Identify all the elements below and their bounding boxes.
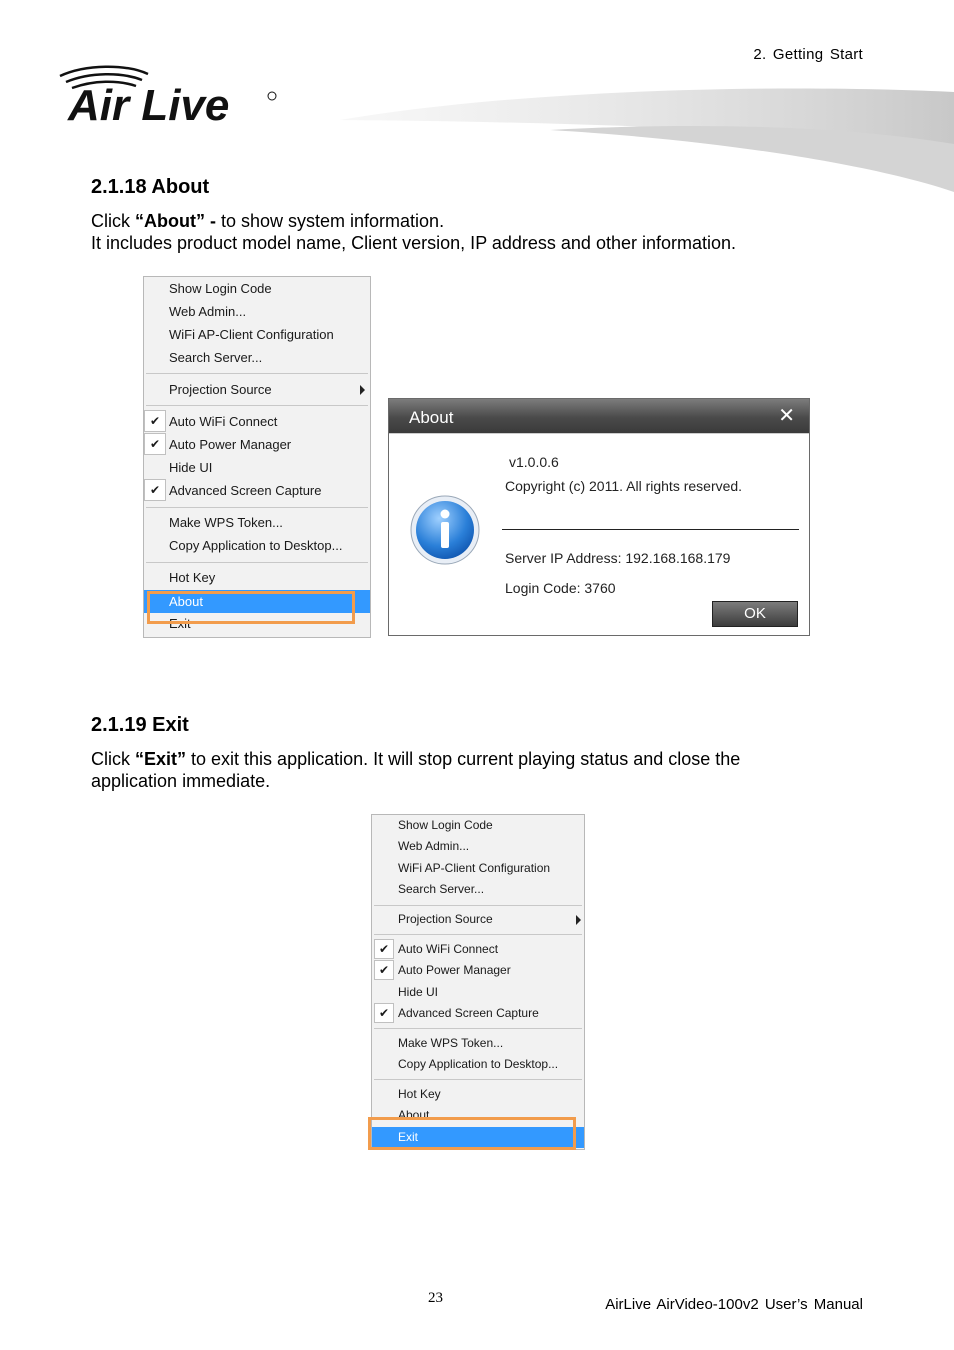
text-line: application immediate. — [91, 771, 271, 791]
menu-item-label: Search Server... — [398, 882, 485, 896]
menu-item-wifi-ap-client[interactable] — [144, 323, 370, 346]
menu-separator — [374, 1028, 582, 1029]
menu-item-label: Web Admin... — [398, 839, 470, 853]
info-icon — [409, 494, 481, 566]
menu-item-hot-key[interactable] — [372, 1084, 584, 1105]
checkmark-icon: ✔ — [374, 1003, 394, 1023]
menu-item-hide-ui[interactable] — [144, 456, 370, 479]
menu-item-label: Auto WiFi Connect — [398, 942, 499, 956]
menu-item-label: Hot Key — [398, 1087, 441, 1101]
menu-item-search-server[interactable] — [372, 879, 584, 900]
menu-item-label: Show Login Code — [398, 818, 493, 832]
section-heading-about: 2.1.18 About — [91, 176, 210, 198]
highlight-box-exit — [368, 1117, 576, 1150]
checkmark-icon: ✔ — [144, 479, 166, 501]
menu-item-label: Hot Key — [169, 570, 216, 585]
menu-item-search-server[interactable] — [144, 346, 370, 369]
menu-item-make-wps-token[interactable] — [372, 1033, 584, 1054]
menu-separator — [146, 562, 368, 563]
menu-item-label: About — [169, 594, 203, 609]
checkmark-icon: ✔ — [374, 960, 394, 980]
section-heading-exit: 2.1.19 Exit — [91, 714, 189, 736]
menu-item-label: Auto WiFi Connect — [169, 414, 278, 429]
checkmark-icon: ✔ — [144, 410, 166, 432]
menu-item-label: Projection Source — [398, 912, 493, 926]
menu-item-copy-application[interactable] — [372, 1054, 584, 1075]
text-line: It includes product model name, Client version, IP address and other information. — [91, 233, 737, 253]
menu-separator — [146, 405, 368, 406]
version-text: v1.0.0.6 — [509, 454, 559, 470]
menu-item-label: Advanced Screen Capture — [169, 483, 322, 498]
menu-item-projection-source[interactable] — [372, 909, 584, 930]
header-swoosh — [330, 80, 954, 200]
about-dialog — [388, 398, 810, 636]
divider-line — [502, 529, 799, 530]
menu-item-auto-wifi-connect[interactable] — [144, 410, 370, 433]
context-menu-exit — [371, 814, 585, 1150]
dialog-title-bar — [389, 399, 809, 433]
menu-separator — [374, 1079, 582, 1080]
text-suffix: to exit this application. It will stop current playing status and close the — [186, 749, 741, 769]
menu-item-label: Advanced Screen Capture — [398, 1006, 539, 1020]
server-ip-text: Server IP Address: 192.168.168.179 — [505, 550, 731, 566]
menu-item-label: Auto Power Manager — [169, 437, 292, 452]
menu-item-label: Hide UI — [398, 985, 439, 999]
airlive-logo — [56, 62, 286, 132]
menu-item-auto-power-manager[interactable] — [372, 960, 584, 981]
menu-item-label: Exit — [398, 1130, 419, 1144]
menu-item-label: Web Admin... — [169, 304, 247, 319]
menu-item-show-login-code[interactable] — [144, 277, 370, 300]
about-description — [91, 210, 736, 254]
menu-item-label: Auto Power Manager — [398, 963, 511, 977]
text-suffix: to show system information. — [215, 211, 445, 231]
text-prefix: Click — [91, 211, 135, 231]
menu-item-hot-key[interactable] — [144, 566, 370, 589]
menu-item-wifi-ap-client[interactable] — [372, 858, 584, 879]
menu-item-label: Projection Source — [169, 382, 272, 397]
menu-item-show-login-code[interactable] — [372, 815, 584, 836]
login-code-text: Login Code: 3760 — [505, 580, 616, 596]
checkmark-icon: ✔ — [374, 939, 394, 959]
menu-item-copy-application[interactable] — [144, 534, 370, 557]
menu-item-label: About — [398, 1108, 430, 1119]
menu-item-label: Hide UI — [169, 460, 213, 475]
dialog-body — [389, 433, 809, 635]
menu-item-web-admin[interactable] — [144, 300, 370, 323]
menu-item-label: Copy Application to Desktop... — [398, 1057, 559, 1071]
ok-button[interactable]: OK — [712, 601, 798, 627]
menu-item-label: Show Login Code — [169, 281, 272, 296]
menu-item-projection-source[interactable] — [144, 378, 370, 401]
menu-item-label: WiFi AP-Client Configuration — [169, 327, 334, 342]
menu-item-auto-power-manager[interactable] — [144, 433, 370, 456]
text-bold: “Exit” — [135, 749, 187, 769]
chapter-header: 2. Getting Start — [753, 46, 863, 63]
menu-separator — [146, 373, 368, 374]
menu-item-label: Make WPS Token... — [169, 515, 283, 530]
exit-description — [91, 748, 740, 792]
menu-item-label: Search Server... — [169, 350, 263, 365]
text-bold: “About” - — [135, 211, 216, 231]
menu-separator — [146, 507, 368, 508]
submenu-arrow-icon — [360, 385, 365, 395]
menu-item-advanced-screen-capture[interactable] — [144, 479, 370, 502]
manual-title: AirLive AirVideo-100v2 User’s Manual — [605, 1296, 863, 1313]
menu-separator — [374, 905, 582, 906]
highlight-box-about — [147, 591, 355, 624]
logo-text: Air Live — [68, 81, 230, 130]
page-number: 23 — [428, 1290, 443, 1306]
menu-item-advanced-screen-capture[interactable] — [372, 1003, 584, 1024]
submenu-arrow-icon — [576, 915, 581, 925]
text-prefix: Click — [91, 749, 135, 769]
menu-separator — [374, 934, 582, 935]
menu-item-label: Make WPS Token... — [398, 1036, 504, 1050]
close-icon[interactable]: ✕ — [778, 405, 795, 427]
dialog-title: About — [409, 408, 454, 427]
copyright-text: Copyright (c) 2011. All rights reserved. — [505, 478, 743, 494]
context-menu-about — [143, 276, 371, 638]
menu-item-web-admin[interactable] — [372, 836, 584, 857]
checkmark-icon: ✔ — [144, 433, 166, 455]
menu-item-label: WiFi AP-Client Configuration — [398, 861, 551, 875]
menu-item-auto-wifi-connect[interactable] — [372, 939, 584, 960]
menu-item-label: Copy Application to Desktop... — [169, 538, 343, 553]
menu-item-make-wps-token[interactable] — [144, 511, 370, 534]
menu-item-label: Exit — [169, 616, 191, 631]
menu-item-hide-ui[interactable] — [372, 982, 584, 1003]
